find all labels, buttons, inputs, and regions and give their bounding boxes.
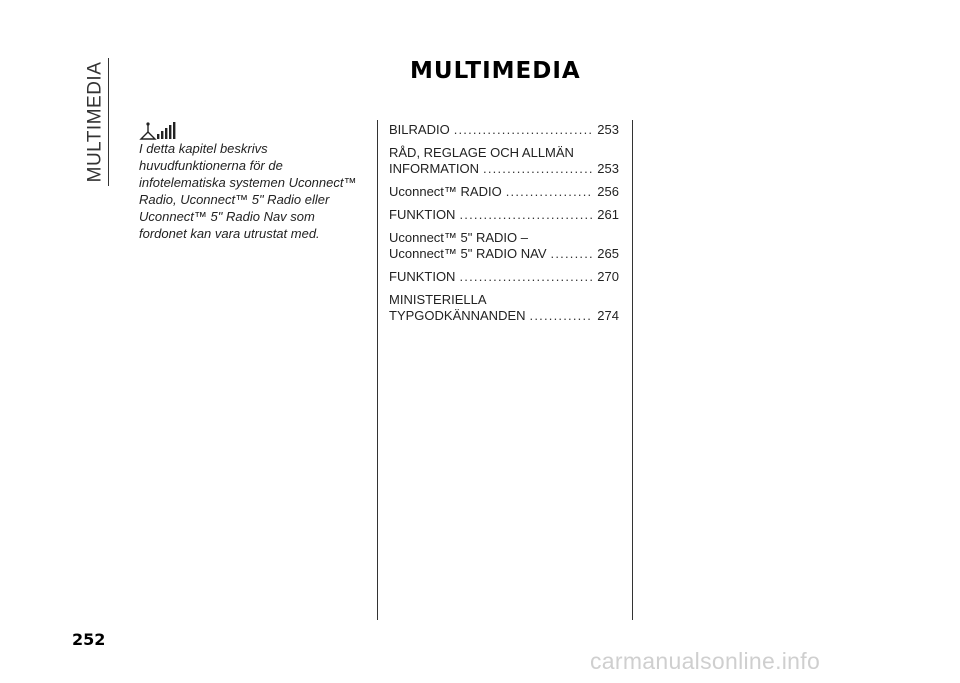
toc-entry-page: 265 xyxy=(597,246,619,261)
toc-entry-page: 253 xyxy=(597,161,619,176)
table-of-contents xyxy=(389,122,619,331)
intro-line: Radio, Uconnect™ 5" Radio eller xyxy=(139,192,330,207)
toc-entry-page: 261 xyxy=(597,207,619,222)
toc-entry-title: INFORMATION xyxy=(389,161,480,176)
toc-entry-title: RÅD, REGLAGE OCH ALLMÄN xyxy=(389,145,574,160)
toc-leader-dots xyxy=(459,269,593,285)
toc-entry[interactable] xyxy=(389,207,619,223)
intro-line: huvudfunktionerna för de xyxy=(139,158,283,173)
toc-entry-page: 270 xyxy=(597,269,619,284)
toc-entry[interactable] xyxy=(389,230,619,262)
toc-leader-dots xyxy=(506,184,594,200)
toc-entry[interactable] xyxy=(389,122,619,138)
toc-leader-dots xyxy=(483,161,593,177)
toc-entry-title: BILRADIO xyxy=(389,122,450,137)
side-tab-label: MULTIMEDIA xyxy=(84,61,106,183)
watermark: carmanualsonline.info xyxy=(590,648,821,674)
toc-entry-page: 253 xyxy=(597,122,619,137)
toc-entry[interactable] xyxy=(389,269,619,285)
toc-entry-title: FUNKTION xyxy=(389,269,456,284)
toc-leader-dots xyxy=(454,122,594,138)
toc-entry-page: 274 xyxy=(597,308,619,323)
toc-entry[interactable] xyxy=(389,145,619,177)
toc-entry-title: FUNKTION xyxy=(389,207,456,222)
intro-line: infotelematiska systemen Uconnect™ xyxy=(139,175,357,190)
toc-entry-title: MINISTERIELLA xyxy=(389,292,487,307)
toc-entry-title: Uconnect™ RADIO xyxy=(389,184,502,199)
antenna-signal-icon xyxy=(139,119,179,141)
toc-leader-dots xyxy=(459,207,593,223)
toc-entry-page: 256 xyxy=(597,184,619,199)
toc-entry-title: TYPGODKÄNNANDEN xyxy=(389,308,526,323)
toc-entry[interactable] xyxy=(389,292,619,324)
toc-entry-title: Uconnect™ 5" RADIO NAV xyxy=(389,246,547,261)
side-tab-rule xyxy=(108,58,109,186)
intro-line: Uconnect™ 5" Radio Nav som xyxy=(139,209,315,224)
page-number: 252 xyxy=(72,630,106,649)
intro-text xyxy=(139,140,364,242)
page-title: MULTIMEDIA xyxy=(410,58,581,84)
toc-leader-dots xyxy=(551,246,594,262)
intro-line: I detta kapitel beskrivs xyxy=(139,141,268,156)
toc-entry-title: Uconnect™ 5" RADIO – xyxy=(389,230,529,245)
column-divider-left xyxy=(377,120,378,620)
column-divider-right xyxy=(632,120,633,620)
toc-leader-dots xyxy=(530,308,594,324)
toc-entry[interactable] xyxy=(389,184,619,200)
intro-line: fordonet kan vara utrustat med. xyxy=(139,226,320,241)
side-tab xyxy=(80,58,110,186)
